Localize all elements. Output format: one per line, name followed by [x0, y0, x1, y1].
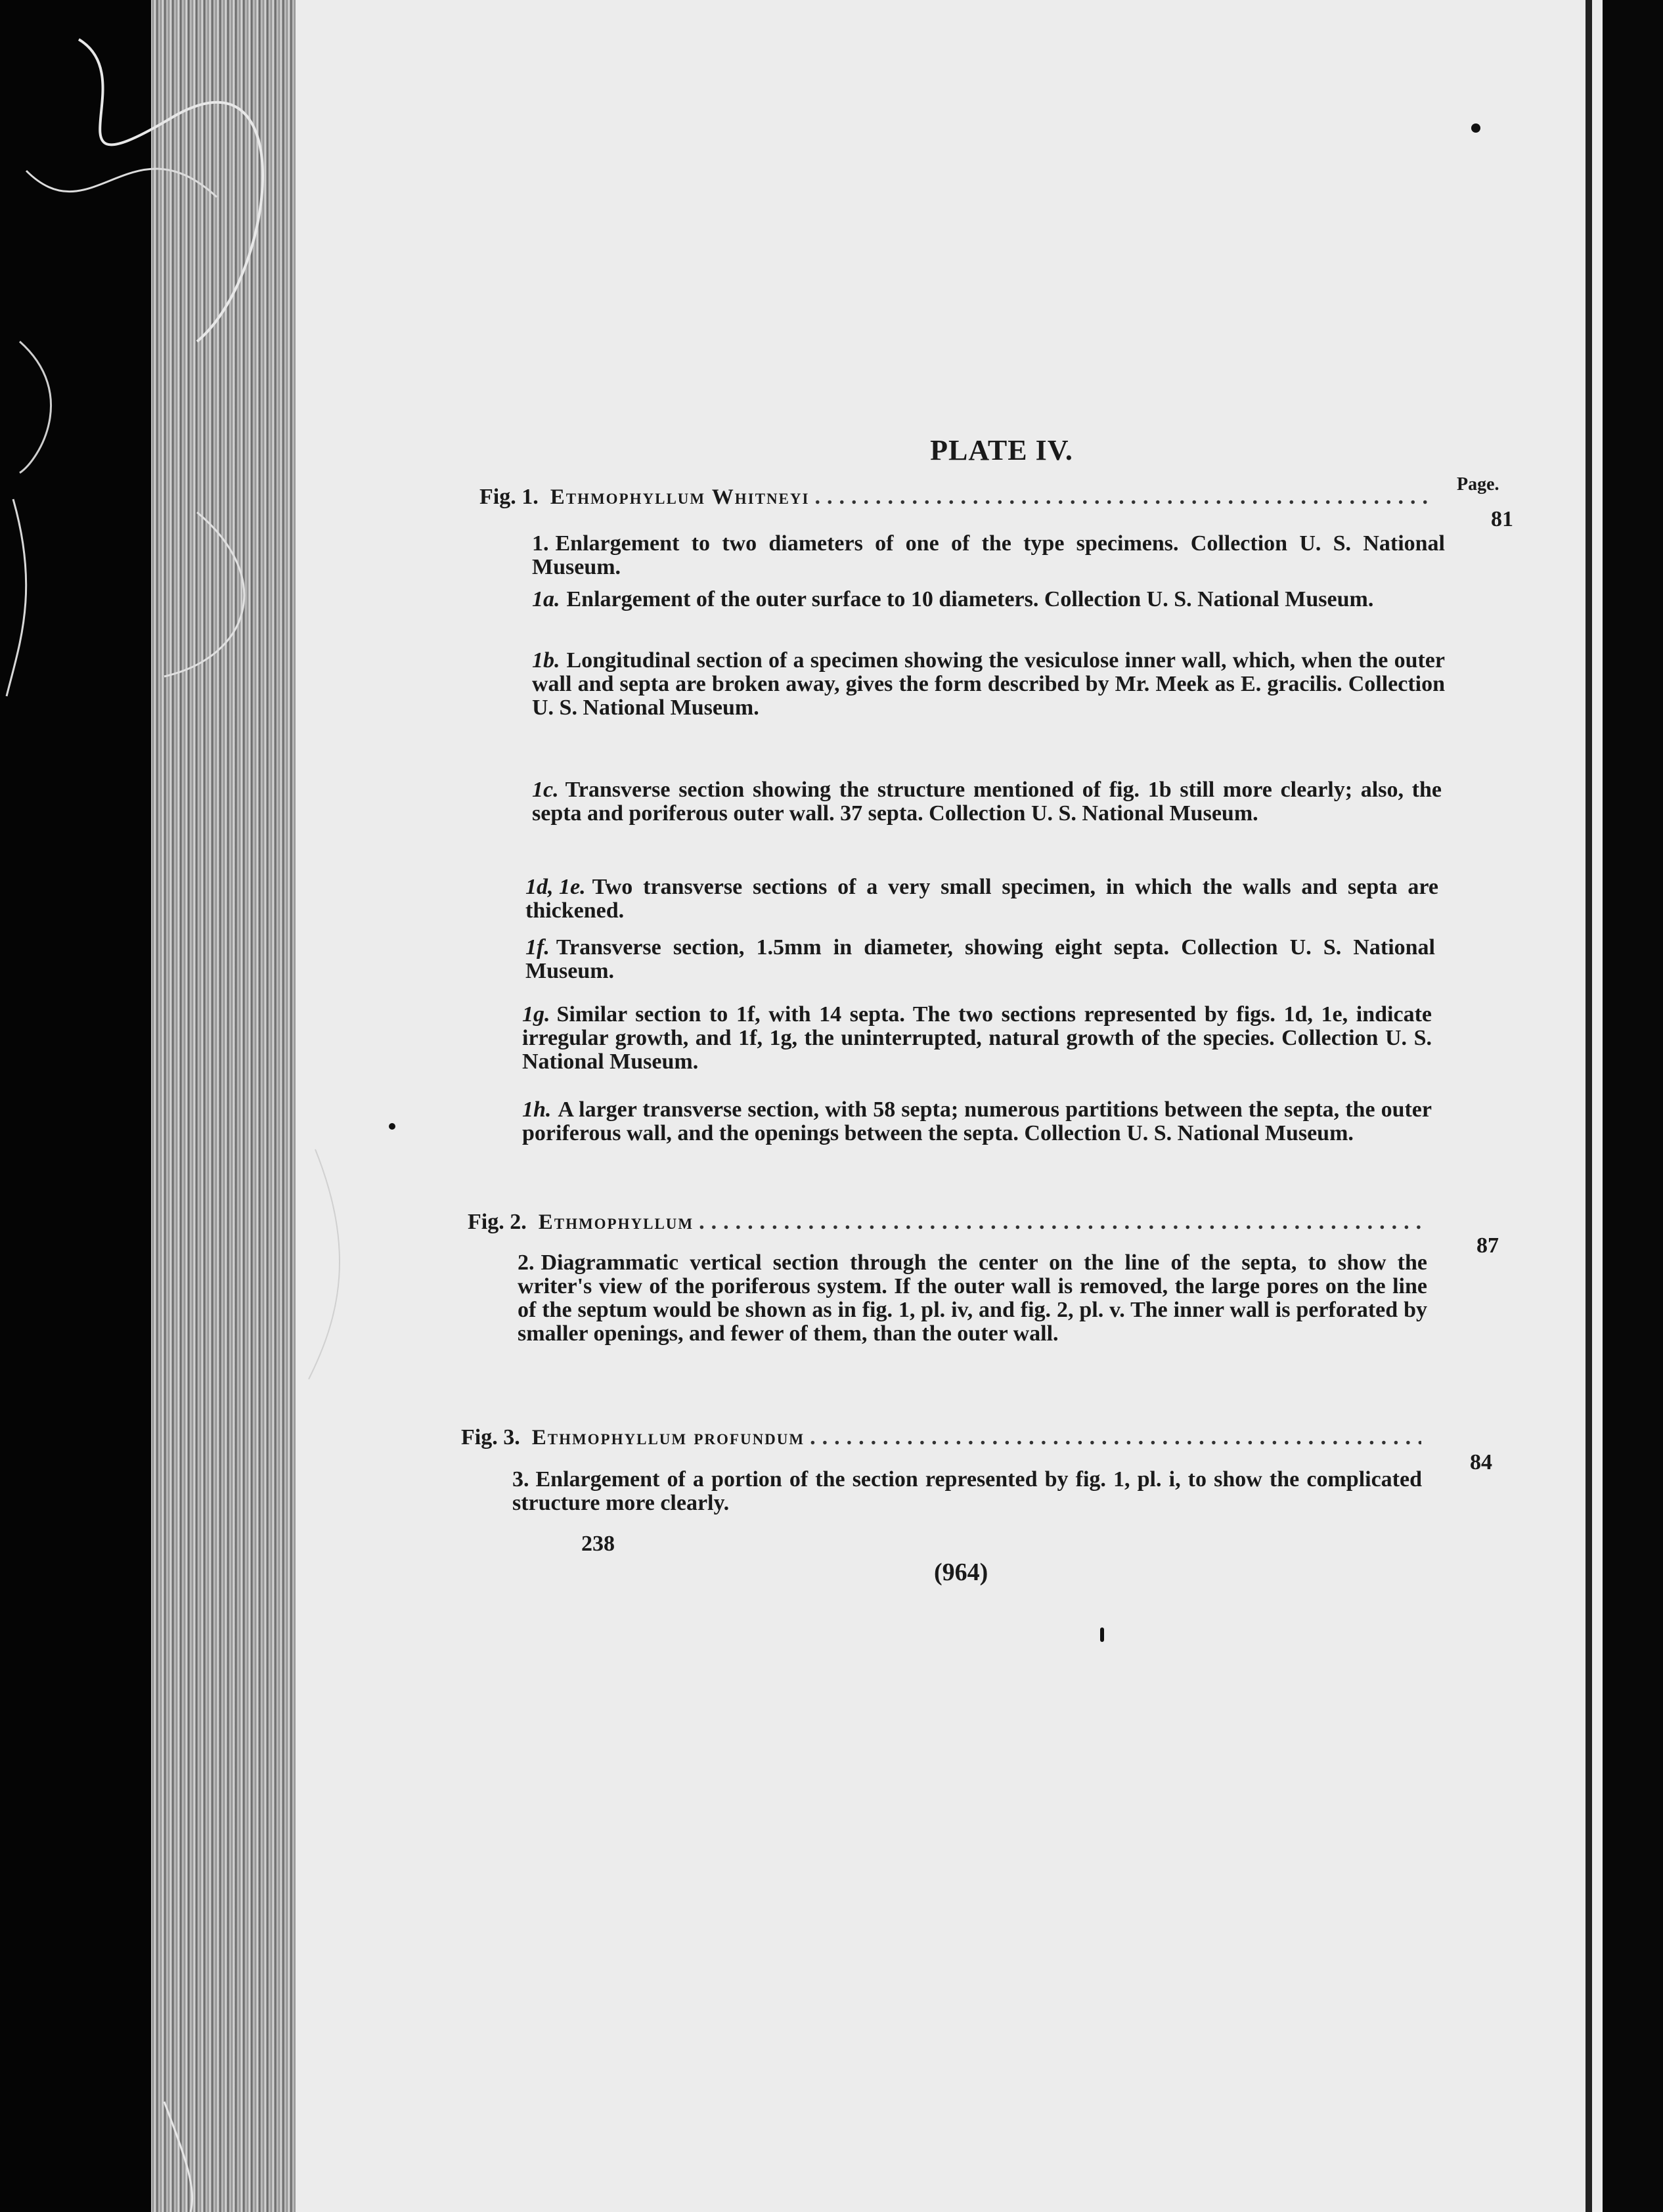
entry-text: Similar section to 1f, with 14 septa. The two sections represented by figs. 1d, 1e, indicate irregular growth, and 1f, 1g, the uninterrupted, natural growth of the species. Collection U. S. National Museum.	[522, 1002, 1432, 1074]
dot-leader	[699, 1210, 1428, 1235]
page-reference: 84	[1470, 1450, 1492, 1474]
page-reference: 81	[1491, 507, 1513, 531]
entry-label: 1c.	[532, 778, 559, 802]
entry-label: 1h.	[522, 1097, 552, 1122]
entry-text: A larger transverse section, with 58 septa; numerous partitions between the septa, the outer poriferous wall, and the openings between the septa. Collection U. S. National Museum.	[522, 1097, 1432, 1145]
figure-species-name: Ethmophyllum profundum	[531, 1426, 805, 1449]
dot-leader	[810, 1425, 1421, 1450]
figure-entry	[522, 1003, 1432, 1074]
entry-label: 1f.	[525, 935, 550, 960]
page-reference: 87	[1476, 1233, 1499, 1258]
bracketed-page-number: (964)	[934, 1559, 988, 1586]
figure-entry	[512, 1468, 1422, 1515]
ink-speck	[389, 1123, 395, 1130]
figure-entry	[532, 778, 1442, 826]
page-fold-line	[1585, 0, 1592, 2212]
figure-entry	[532, 588, 1445, 611]
figure-entry	[525, 936, 1435, 983]
figure-species-name: Ethmophyllum	[538, 1210, 694, 1234]
figure-entry	[525, 875, 1438, 923]
figure-heading	[479, 485, 1438, 515]
entry-text: Enlargement of the outer surface to 10 diameters. Collection U. S. National Museum.	[566, 587, 1374, 611]
entry-label: 1a.	[532, 587, 560, 611]
figure-label: Fig. 2.	[468, 1210, 527, 1234]
entry-label: 1g.	[522, 1002, 550, 1027]
figure-entry	[522, 1098, 1432, 1145]
entry-text: Longitudinal section of a specimen showing the vesiculose inner wall, which, when the outer wall and septa are broken away, gives the form described by Mr. Meek as E. gracilis. Collection U. S. National Museum.	[532, 648, 1445, 720]
entry-text: Enlargement of a portion of the section represented by fig. 1, pl. i, to show the complicated structure more clearly.	[512, 1467, 1422, 1515]
entry-text: Transverse section showing the structure mentioned of fig. 1b still more clearly; also, the septa and poriferous outer wall. 37 septa. Collection U. S. National Museum.	[532, 778, 1442, 826]
figure-species-name: Ethmophyllum Whitneyi	[550, 485, 810, 509]
figure-entry	[532, 532, 1445, 579]
fiber-marks	[0, 0, 368, 2212]
entry-label: 1b.	[532, 648, 560, 673]
entry-text: Enlargement to two diameters of one of the type specimens. Collection U. S. National Museum.	[532, 531, 1445, 579]
figure-label: Fig. 3.	[461, 1425, 520, 1449]
figure-label: Fig. 1.	[479, 485, 539, 509]
page-column-header: Page.	[1457, 474, 1499, 495]
entry-text: Transverse section, 1.5mm in diameter, showing eight septa. Collection U. S. National Museum.	[525, 935, 1435, 983]
entry-label: 1.	[532, 531, 549, 556]
entry-text: Two transverse sections of a very small specimen, in which the walls and septa are thickened.	[525, 875, 1438, 923]
entry-label: 2.	[518, 1250, 535, 1275]
page-number: 238	[581, 1532, 615, 1556]
dot-leader	[814, 485, 1433, 510]
entry-label: 1d, 1e.	[525, 875, 586, 899]
figure-entry	[532, 649, 1445, 720]
plate-title: PLATE IV.	[930, 434, 1073, 466]
figure-heading	[461, 1425, 1427, 1455]
entry-label: 3.	[512, 1467, 529, 1492]
figure-heading	[468, 1210, 1433, 1240]
figure-entry	[518, 1251, 1427, 1346]
entry-text: Diagrammatic vertical section through the center on the line of the septa, to show the writer's view of the poriferous system. If the outer wall is removed, the large pores on the line of the septum would be shown as in fig. 1, pl. iv, and fig. 2, pl. v. The inner wall is perforated by smaller openings, and fewer of them, than the outer wall.	[518, 1250, 1427, 1346]
ink-speck	[1471, 123, 1480, 133]
book-edge-right	[1603, 0, 1663, 2212]
ink-speck	[1100, 1627, 1104, 1642]
